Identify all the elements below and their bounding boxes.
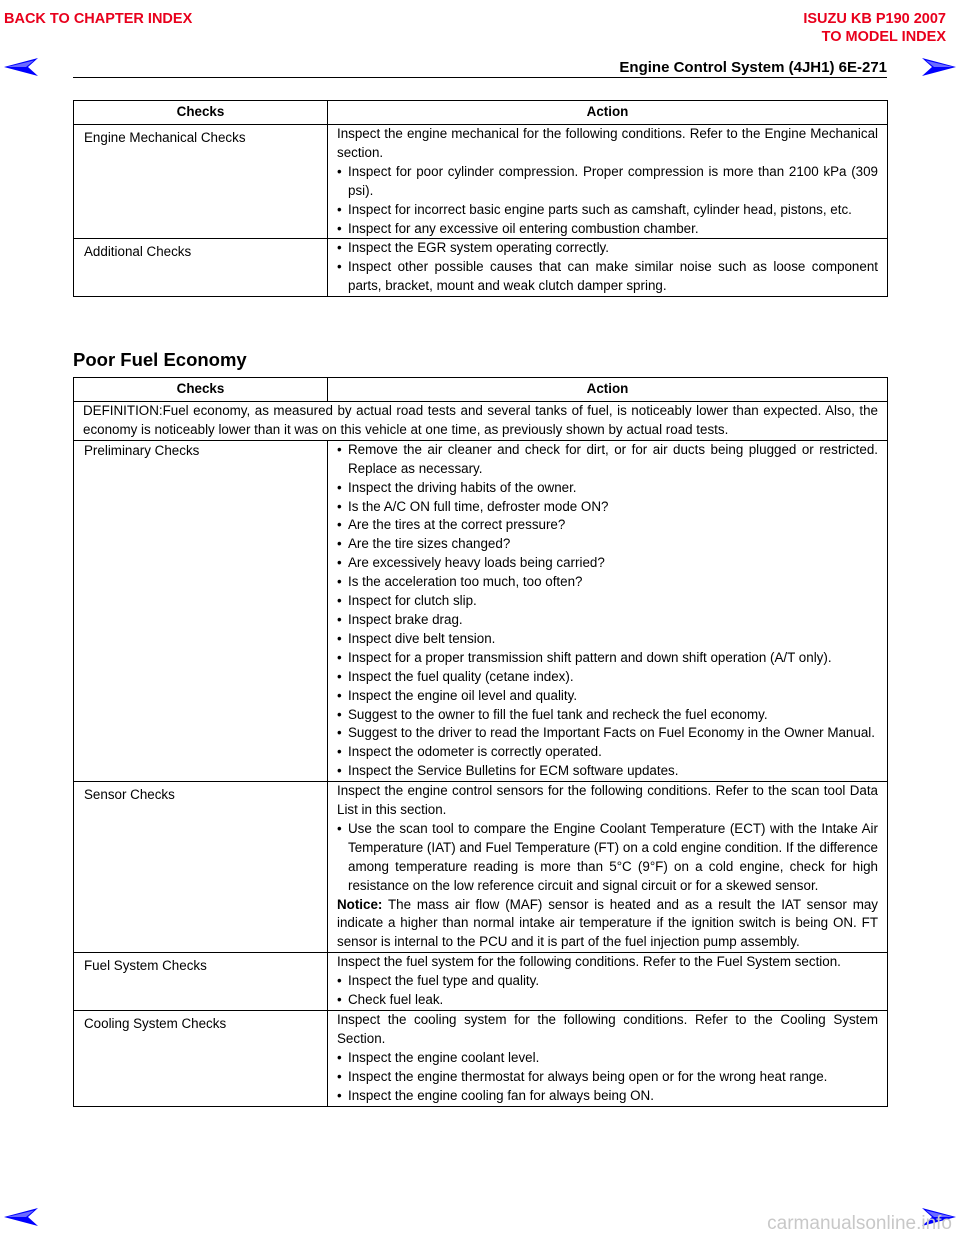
action-bullet: • Inspect the driving habits of the owner. bbox=[337, 479, 878, 498]
action-cell bbox=[328, 782, 888, 953]
action-cell bbox=[328, 239, 888, 297]
back-to-chapter-index-link[interactable]: BACK TO CHAPTER INDEX bbox=[4, 11, 193, 27]
column-header-action: Action bbox=[328, 378, 888, 402]
model-index-link-line1[interactable]: ISUZU KB P190 2007 bbox=[803, 11, 946, 27]
page-header-title: Engine Control System (4JH1) 6E-271 bbox=[619, 59, 887, 76]
action-bullet: • Inspect the fuel quality (cetane index). bbox=[337, 668, 878, 687]
action-bullet: • Is the A/C ON full time, defroster mode ON? bbox=[337, 498, 878, 517]
action-bullet: • Inspect the EGR system operating correctly. bbox=[337, 239, 878, 258]
action-intro: Inspect the engine mechanical for the following conditions. Refer to the Engine Mechanical section. bbox=[337, 126, 878, 160]
action-cell bbox=[328, 440, 888, 781]
action-bullet: • Inspect the Service Bulletins for ECM software updates. bbox=[337, 762, 878, 781]
table-row bbox=[74, 239, 888, 297]
section-title: Poor Fuel Economy bbox=[73, 349, 247, 370]
definition-row bbox=[74, 402, 888, 441]
notice-label: Notice: bbox=[337, 896, 383, 912]
prev-page-bottom-arrow-icon[interactable] bbox=[4, 1208, 38, 1231]
action-bullet: • Inspect the engine thermostat for always being open or for the wrong heat range. bbox=[337, 1068, 878, 1087]
action-bullet: • Inspect for incorrect basic engine parts such as camshaft, cylinder head, pistons, etc. bbox=[337, 201, 878, 220]
action-bullet: • Inspect for a proper transmission shift pattern and down shift operation (A/T only). bbox=[337, 649, 878, 668]
checks-table-continued bbox=[73, 100, 888, 297]
model-index-link-line2[interactable]: TO MODEL INDEX bbox=[821, 29, 946, 45]
action-bullet: • Are the tire sizes changed? bbox=[337, 535, 878, 554]
action-bullet: • Inspect the engine coolant level. bbox=[337, 1049, 878, 1068]
table-row bbox=[74, 782, 888, 953]
action-cell bbox=[328, 953, 888, 1011]
definition-text: DEFINITION:Fuel economy, as measured by actual road tests and several tanks of fuel, is noticeably lower than expected. Also, the economy is noticeably lower than it was on this vehicle at one time, as previously shown by actual road tests. bbox=[74, 402, 888, 441]
check-name: Additional Checks bbox=[74, 239, 328, 297]
column-header-checks: Checks bbox=[74, 101, 328, 125]
action-bullet: • Inspect other possible causes that can make similar noise such as loose component parts, bracket, mount and weak clutch damper spring. bbox=[337, 258, 878, 296]
action-bullet: • Inspect the odometer is correctly operated. bbox=[337, 743, 878, 762]
table-row bbox=[74, 440, 888, 781]
next-page-arrow-icon[interactable] bbox=[922, 58, 956, 81]
action-bullet: • Inspect for any excessive oil entering combustion chamber. bbox=[337, 220, 878, 239]
table-row bbox=[74, 125, 888, 239]
action-bullet: • Inspect the engine cooling fan for always being ON. bbox=[337, 1087, 878, 1106]
action-bullet: • Are the tires at the correct pressure? bbox=[337, 516, 878, 535]
header-rule bbox=[73, 77, 887, 78]
check-name: Cooling System Checks bbox=[74, 1011, 328, 1107]
action-intro: Inspect the cooling system for the following conditions. Refer to the Cooling System Section. bbox=[337, 1012, 878, 1046]
action-cell bbox=[328, 125, 888, 239]
action-bullet: • Inspect for clutch slip. bbox=[337, 592, 878, 611]
action-bullet: • Inspect dive belt tension. bbox=[337, 630, 878, 649]
notice-text: The mass air flow (MAF) sensor is heated and as a result the IAT sensor may indicate a higher than normal intake air temperature if the ignition switch is being ON. FT sensor is internal to the PCU and it is part of the fuel injection pump assembly. bbox=[337, 896, 878, 950]
action-intro: Inspect the fuel system for the following conditions. Refer to the Fuel System section. bbox=[337, 954, 841, 970]
action-bullet: • Remove the air cleaner and check for dirt, or for air ducts being plugged or restricted. Replace as necessary. bbox=[337, 441, 878, 479]
check-name: Preliminary Checks bbox=[74, 440, 328, 781]
watermark: carmanualsonline.info bbox=[767, 1213, 952, 1234]
action-bullet: • Check fuel leak. bbox=[337, 991, 878, 1010]
table-row bbox=[74, 953, 888, 1011]
action-bullet: • Are excessively heavy loads being carried? bbox=[337, 554, 878, 573]
action-bullet: • Is the acceleration too much, too often? bbox=[337, 573, 878, 592]
action-bullet: • Inspect brake drag. bbox=[337, 611, 878, 630]
action-bullet: • Inspect the fuel type and quality. bbox=[337, 972, 878, 991]
action-bullet: • Inspect the engine oil level and quality. bbox=[337, 687, 878, 706]
table-row bbox=[74, 1011, 888, 1107]
column-header-action: Action bbox=[328, 101, 888, 125]
check-name: Fuel System Checks bbox=[74, 953, 328, 1011]
check-name: Engine Mechanical Checks bbox=[74, 125, 328, 239]
action-bullet: • Suggest to the driver to read the Important Facts on Fuel Economy in the Owner Manual. bbox=[337, 724, 878, 743]
action-cell bbox=[328, 1011, 888, 1107]
prev-page-arrow-icon[interactable] bbox=[4, 58, 38, 81]
check-name: Sensor Checks bbox=[74, 782, 328, 953]
column-header-checks: Checks bbox=[74, 378, 328, 402]
action-bullet: • Inspect for poor cylinder compression. Proper compression is more than 2100 kPa (309 psi). bbox=[337, 163, 878, 201]
action-bullet: • Use the scan tool to compare the Engine Coolant Temperature (ECT) with the Intake Air Temperature (IAT) and Fuel Temperature (FT) on a cold engine condition. If the difference among temperature reading is more than 5°C (9°F) on a cold engine, check for high resistance on the low reference circuit and signal circuit or for a skewed sensor. bbox=[337, 820, 878, 896]
action-bullet: • Suggest to the owner to fill the fuel tank and recheck the fuel economy. bbox=[337, 706, 878, 725]
action-intro: Inspect the engine control sensors for the following conditions. Refer to the scan tool Data List in this section. bbox=[337, 783, 878, 818]
notice-paragraph bbox=[337, 896, 878, 953]
poor-fuel-economy-table bbox=[73, 377, 888, 1107]
